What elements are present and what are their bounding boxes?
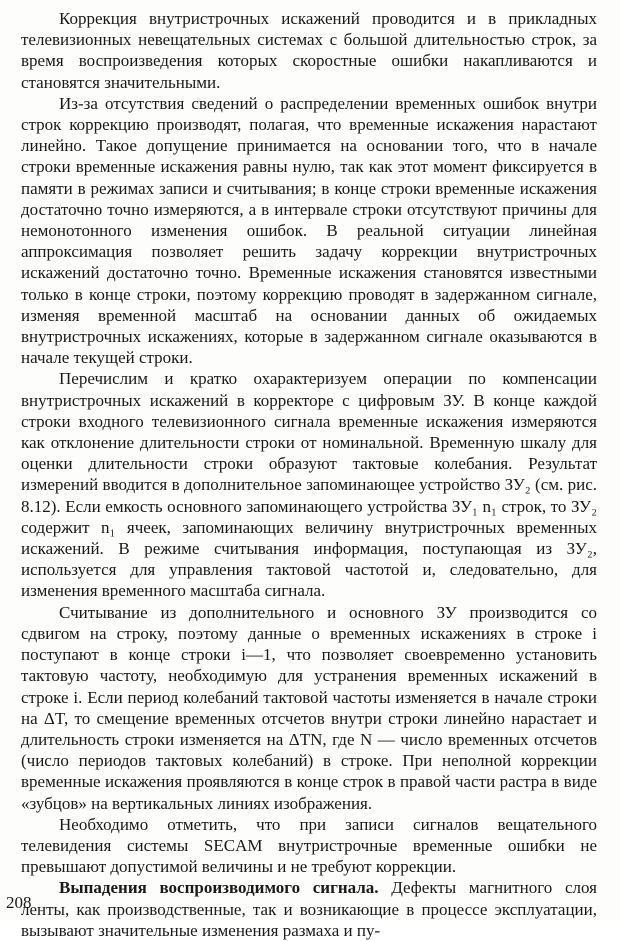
section-heading: Выпадения воспроизводимого сигнала. (59, 878, 379, 898)
body-text (21, 8, 597, 941)
paragraph-2: Из-за отсутствия сведений о распределении временных ошибок внутри строк коррекцию производят, полагая, что временные искажения нарастают линейно. Такое допущение принимается на основании того, что в начале строки временные искажения равны нулю, так как этот момент фиксируется в памяти в режимах записи и считывания; в конце строки временные искажения достаточно точно измеряются, а в интервале строки отсутствуют причины для немонотонного изменения ошибок. В реальной ситуации линейная аппроксимация позволяет решить задачу коррекции внутристрочных искажений достаточно точно. Временные искажения становятся известными только в конце строки, поэтому коррекцию проводят в задержанном сигнале, изменяя временной масштаб на основании данных об ожидаемых внутристрочных искажениях, которые в задержанном сигнале оказываются в начале текущей строки. (21, 93, 597, 368)
paragraph-5: Необходимо отметить, что при записи сигналов вещательного телевидения системы SECAM внутристрочные временные ошибки не превышают допустимой величины и не требуют коррекции. (21, 814, 597, 877)
paragraph-6 (21, 877, 597, 941)
paragraph-3: Перечислим и кратко охарактеризуем операции по компенсации внутристрочных искажений в корректоре с цифровым ЗУ. В конце каждой строки входного телевизионного сигнала временные искажения измеряются как отклонение длительности строки от номинальной. Временную шкалу для оценки длительности строки образуют тактовые колебания. Результат измерений вводится в дополнительное запоминающее устройство ЗУ₂ (см. рис. 8.12). Если емкость основного запоминающего устройства ЗУ₁ n₁ строк, то ЗУ₂ содержит n₁ ячеек, запоминающих величину внутристрочных временных искажений. В режиме считывания информация, поступающая из ЗУ₂, используется для управления тактовой частотой и, следовательно, для изменения временного масштаба сигнала. (21, 369, 597, 601)
paragraph-6-text: Дефекты магнитного слоя ленты, как производственные, так и возникающие в процессе эксплуатации, вызывают значительные изменения размаха и пу- (21, 878, 597, 940)
paragraph-4: Считывание из дополнительного и основного ЗУ производится со сдвигом на строку, поэтому данные о временных искажениях в строке i поступают в конце строки i—1, что позволяет своевременно установить тактовую частоту, необходимую для устранения временных искажений в строке i. Если период колебаний тактовой частоты изменяется в начале строки на ΔT, то смещение временных отсчетов внутри строки линейно нарастает и длительность строки изменяется на ΔTN, где N — число временных отсчетов (число периодов тактовых колебаний) в строке. При неполной коррекции временные искажения проявляются в конце строк в правой части растра в виде «зубцов» на вертикальных линиях изображения. (21, 602, 597, 813)
paragraph-1: Коррекция внутристрочных искажений проводится и в прикладных телевизионных невещательных системах с большой длительностью строк, за время воспроизведения которых скоростные ошибки накапливаются и становятся значительными. (21, 9, 597, 92)
page-number: 208 (6, 893, 32, 912)
